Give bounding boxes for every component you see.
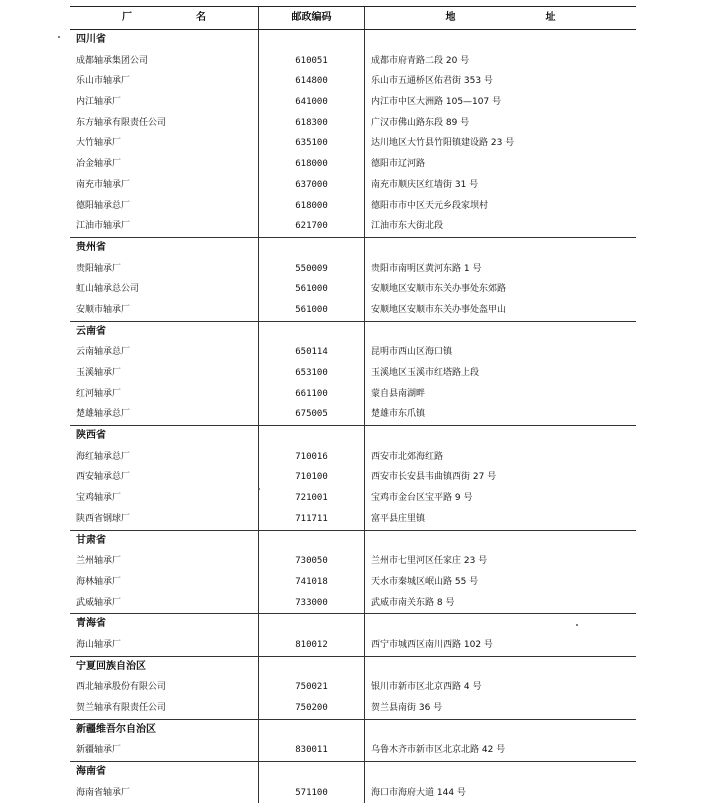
factory-name: 成都轴承集团公司 (76, 55, 149, 66)
address: 贺兰县南街 36 号 (364, 698, 636, 719)
table-row (70, 300, 636, 321)
province-name: 新疆维吾尔自治区 (76, 723, 156, 735)
table-row (70, 572, 636, 593)
empty-cell (258, 322, 364, 343)
factory-name: 武威轴承厂 (76, 597, 122, 608)
empty-cell (364, 720, 636, 741)
province-name: 云南省 (76, 325, 106, 337)
empty-cell (258, 30, 364, 51)
factory-name: 海山轴承厂 (76, 639, 122, 650)
province-group (70, 657, 636, 720)
address: 西安市北郊海红路 (364, 447, 636, 468)
table-row (70, 740, 636, 761)
address: 德阳市辽河路 (364, 154, 636, 175)
table-row (70, 175, 636, 196)
factory-name: 陕西省钢球厂 (76, 513, 131, 524)
postal-code: 710100 (258, 467, 364, 488)
factory-name: 海红轴承总厂 (76, 451, 131, 462)
factory-name: 玉溪轴承厂 (76, 368, 122, 378)
address: 楚雄市东爪镇 (364, 404, 636, 425)
province-group (70, 614, 636, 656)
address: 武威市南关东路 8 号 (364, 593, 636, 614)
table-row (70, 677, 636, 698)
postal-code: 635100 (258, 133, 364, 154)
address: 海口市海府大道 144 号 (364, 783, 636, 803)
factory-name: 贺兰轴承有限责任公司 (76, 703, 167, 713)
address: 乌鲁木齐市新市区北京北路 42 号 (364, 740, 636, 761)
province-heading-row (70, 614, 636, 635)
province-name: 四川省 (76, 34, 106, 45)
factory-name: 兰州轴承厂 (76, 556, 122, 567)
postal-code: 618300 (258, 113, 364, 134)
postal-code: 711711 (258, 509, 364, 530)
postal-code: 675005 (258, 404, 364, 425)
scan-speck (58, 36, 60, 38)
postal-code: 614800 (258, 71, 364, 92)
table-row (70, 698, 636, 719)
scan-speck (576, 624, 578, 626)
header-postal-code: 邮政编码 (258, 7, 364, 29)
address: 天水市秦城区岷山路 55 号 (364, 572, 636, 593)
factory-name: 安顺市轴承厂 (76, 304, 131, 315)
address: 宝鸡市金台区宝平路 9 号 (364, 488, 636, 509)
empty-cell (258, 614, 364, 635)
table-row (70, 551, 636, 572)
factory-name: 新疆轴承厂 (76, 745, 122, 756)
table-body (70, 30, 636, 803)
factory-name: 德阳轴承总厂 (76, 200, 131, 211)
factory-name: 江油市轴承厂 (76, 221, 131, 232)
province-name: 甘肃省 (76, 534, 106, 546)
address: 银川市新市区北京西路 4 号 (364, 677, 636, 698)
table-row (70, 467, 636, 488)
province-heading-row (70, 657, 636, 678)
province-group (70, 30, 636, 238)
province-name: 海南省 (76, 766, 106, 778)
province-group (70, 531, 636, 615)
empty-cell (364, 531, 636, 552)
table-row (70, 71, 636, 92)
empty-cell (364, 762, 636, 783)
table-header (70, 7, 636, 30)
factory-table (70, 6, 636, 803)
factory-name: 乐山市轴承厂 (76, 76, 131, 87)
postal-code: 721001 (258, 488, 364, 509)
empty-cell (364, 30, 636, 51)
province-heading-row (70, 531, 636, 552)
address: 西宁市城西区南川西路 102 号 (364, 635, 636, 656)
empty-cell (258, 720, 364, 741)
factory-name: 海南省轴承厂 (76, 787, 131, 798)
province-heading-row (70, 322, 636, 343)
table-row (70, 783, 636, 803)
address: 广汉市佛山路东段 89 号 (364, 113, 636, 134)
postal-code: 618000 (258, 196, 364, 217)
province-group (70, 762, 636, 803)
table-row (70, 216, 636, 237)
postal-code: 661100 (258, 384, 364, 405)
province-name: 陕西省 (76, 430, 106, 442)
factory-name: 海林轴承厂 (76, 576, 122, 587)
empty-cell (364, 657, 636, 678)
address: 德阳市市中区天元乡段家坝村 (364, 196, 636, 217)
postal-code: 561000 (258, 279, 364, 300)
factory-name: 内江轴承厂 (76, 97, 122, 108)
address: 南充市顺庆区红墙街 31 号 (364, 175, 636, 196)
empty-cell (258, 762, 364, 783)
table-row (70, 384, 636, 405)
postal-code: 741018 (258, 572, 364, 593)
table-row (70, 259, 636, 280)
province-group (70, 238, 636, 322)
empty-cell (258, 238, 364, 259)
address: 兰州市七里河区任家庄 23 号 (364, 551, 636, 572)
table-row (70, 51, 636, 72)
address: 成都市府青路二段 20 号 (364, 51, 636, 72)
address: 贵阳市南明区黄河东路 1 号 (364, 259, 636, 280)
table-row (70, 92, 636, 113)
address: 西安市长安县韦曲镇西街 27 号 (364, 467, 636, 488)
table-row (70, 196, 636, 217)
postal-code: 733000 (258, 593, 364, 614)
province-group (70, 720, 636, 762)
province-group (70, 322, 636, 426)
postal-code: 610051 (258, 51, 364, 72)
province-name: 贵州省 (76, 241, 106, 253)
factory-name: 贵阳轴承厂 (76, 263, 122, 274)
table-row (70, 133, 636, 154)
table-row (70, 488, 636, 509)
postal-code: 621700 (258, 216, 364, 237)
factory-name: 云南轴承总厂 (76, 347, 131, 358)
factory-name: 南充市轴承厂 (76, 179, 131, 190)
empty-cell (258, 531, 364, 552)
factory-name: 东方轴承有限责任公司 (76, 117, 167, 128)
address: 昆明市西山区海口镇 (364, 342, 636, 363)
table-row (70, 635, 636, 656)
empty-cell (258, 657, 364, 678)
factory-name: 宝鸡轴承厂 (76, 493, 122, 504)
postal-code: 750200 (258, 698, 364, 719)
postal-code: 641000 (258, 92, 364, 113)
table-row (70, 279, 636, 300)
postal-code: 750021 (258, 677, 364, 698)
postal-code: 618000 (258, 154, 364, 175)
address: 安顺地区安顺市东关办事处盔甲山 (364, 300, 636, 321)
postal-code: 571100 (258, 783, 364, 803)
factory-name: 红河轴承厂 (76, 388, 122, 399)
factory-name: 冶金轴承厂 (76, 159, 122, 170)
province-heading-row (70, 238, 636, 259)
empty-cell (364, 426, 636, 447)
factory-name: 西安轴承总厂 (76, 472, 131, 483)
empty-cell (364, 322, 636, 343)
address: 安顺地区安顺市东关办事处东郊路 (364, 279, 636, 300)
postal-code: 550009 (258, 259, 364, 280)
factory-name: 虹山轴承总公司 (76, 284, 140, 295)
postal-code: 650114 (258, 342, 364, 363)
address: 达川地区大竹县竹阳镇建设路 23 号 (364, 133, 636, 154)
table-row (70, 342, 636, 363)
address: 玉溪地区玉溪市红塔路上段 (364, 363, 636, 384)
postal-code: 637000 (258, 175, 364, 196)
factory-name: 楚雄轴承总厂 (76, 409, 131, 420)
province-heading-row (70, 426, 636, 447)
table-row (70, 447, 636, 468)
address: 江油市东大街北段 (364, 216, 636, 237)
postal-code: 810012 (258, 635, 364, 656)
postal-code: 710016 (258, 447, 364, 468)
header-address: 地 址 (364, 7, 636, 29)
province-heading-row (70, 720, 636, 741)
scan-speck (258, 488, 260, 490)
province-heading-row (70, 30, 636, 51)
empty-cell (258, 426, 364, 447)
factory-name: 大竹轴承厂 (76, 138, 122, 149)
table-row (70, 363, 636, 384)
address: 乐山市五通桥区佑君街 353 号 (364, 71, 636, 92)
empty-cell (364, 614, 636, 635)
empty-cell (364, 238, 636, 259)
table-row (70, 404, 636, 425)
province-name: 宁夏回族自治区 (76, 660, 146, 672)
postal-code: 830011 (258, 740, 364, 761)
factory-name: 西北轴承股份有限公司 (76, 682, 167, 693)
table-row (70, 154, 636, 175)
province-heading-row (70, 762, 636, 783)
province-group (70, 426, 636, 530)
postal-code: 561000 (258, 300, 364, 321)
postal-code: 653100 (258, 363, 364, 384)
address: 富平县庄里镇 (364, 509, 636, 530)
header-factory-name: 厂 名 (122, 12, 206, 23)
postal-code: 730050 (258, 551, 364, 572)
table-row (70, 593, 636, 614)
table-row (70, 113, 636, 134)
province-name: 青海省 (76, 618, 106, 630)
address: 内江市中区大洲路 105—107 号 (364, 92, 636, 113)
table-row (70, 509, 636, 530)
address: 蒙自县南湖畔 (364, 384, 636, 405)
